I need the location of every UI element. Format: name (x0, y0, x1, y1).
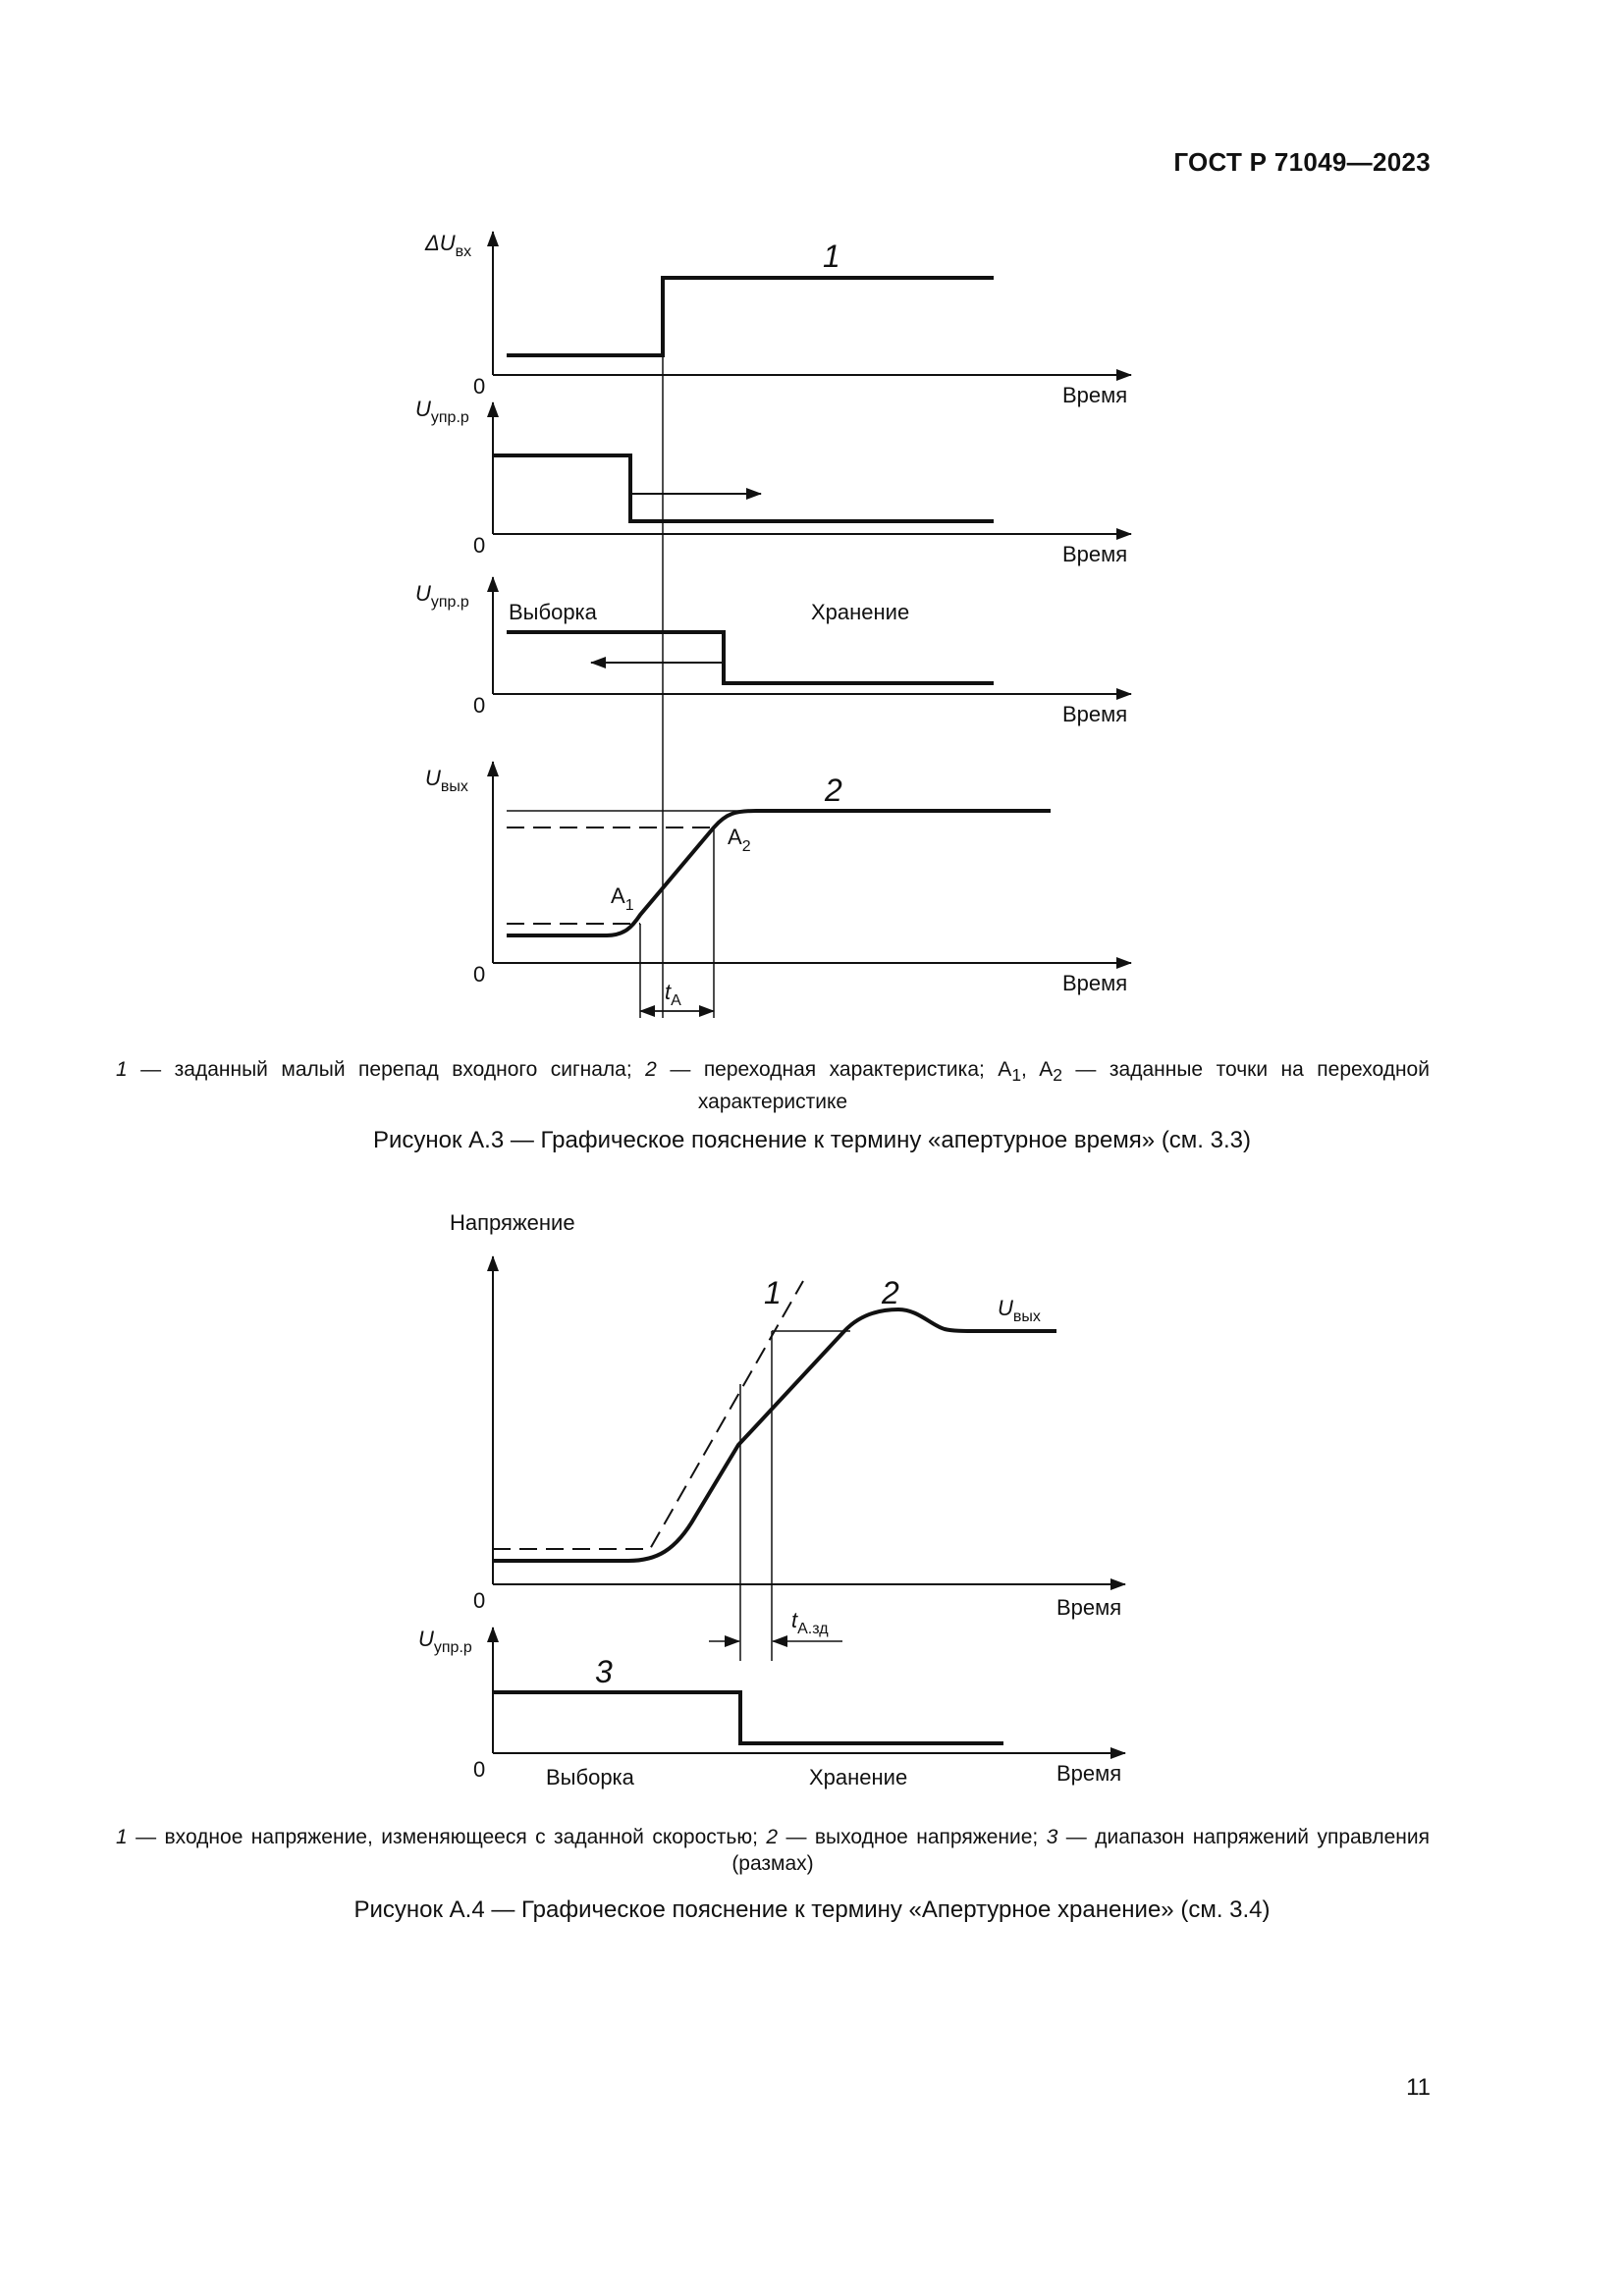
output-voltage-curve (493, 1309, 1056, 1561)
figure-a4-legend: 1 — входное напряжение, изменяющееся с заданной скоростью; 2 — выходное напряжение; 3 — диапазон напряжений управления (размах) (116, 1826, 1430, 1875)
curve-label-1: 1 (764, 1275, 782, 1310)
figure-a4-caption: Рисунок А.4 — Графическое пояснение к термину «Апертурное хранение» (см. 3.4) (353, 1896, 1271, 1923)
x-axis-label: Время (1062, 702, 1128, 726)
curve-label-2: 2 (882, 1275, 899, 1310)
control-step-curve (493, 455, 994, 521)
figure-a4 (418, 1210, 1125, 1789)
output-label: $U_{вых}$ (998, 1296, 1041, 1325)
x-axis-label: Время (1056, 1761, 1122, 1786)
input-ramp-dashed (493, 1281, 803, 1549)
y-axis-label: $U_{упр.р}$ (415, 397, 469, 426)
interval-label-ta: $t_A$ (665, 980, 681, 1009)
figure-a3 (415, 231, 1131, 1018)
x-axis-label: Время (1062, 542, 1128, 566)
y-axis-label: Напряжение (450, 1210, 575, 1235)
y-axis-label: $\Delta U_{вх}$ (425, 231, 472, 260)
origin-label: 0 (473, 374, 486, 399)
point-a2-label: $A_2$ (728, 825, 751, 855)
x-axis-label: Время (1062, 383, 1128, 407)
control-step-curve (493, 1692, 1003, 1743)
state-hold-label: Хранение (809, 1765, 908, 1789)
page-number: 11 (1406, 2074, 1431, 2101)
state-hold-label: Хранение (811, 600, 910, 624)
transition-curve (507, 811, 1051, 935)
a4-top-voltage (450, 1210, 1125, 1661)
a3-panel2-control (415, 397, 1131, 566)
point-a1-label: $A_1$ (611, 883, 634, 914)
y-axis-label: $U_{вых}$ (425, 766, 468, 795)
a3-panel4-output (425, 762, 1131, 1018)
a3-panel1-input-step (424, 231, 1131, 407)
figure-a3-caption: Рисунок А.3 — Графическое пояснение к термину «апертурное время» (см. 3.3) (372, 1127, 1251, 1153)
origin-label: 0 (473, 1757, 486, 1782)
origin-label: 0 (473, 962, 486, 987)
curve-label-3: 3 (595, 1654, 613, 1689)
y-axis-label: $U_{упр.р}$ (418, 1627, 472, 1656)
input-step-curve (507, 278, 994, 355)
x-axis-label: Время (1056, 1595, 1122, 1620)
state-sample-label: Выборка (546, 1765, 634, 1789)
curve-label-1: 1 (823, 239, 840, 274)
interval-label-tazd: $t_{А.зд}$ (791, 1608, 829, 1637)
a3-panel3-sample-hold (415, 577, 1131, 726)
x-axis-label: Время (1062, 971, 1128, 995)
origin-label: 0 (473, 1588, 486, 1613)
state-sample-label: Выборка (509, 600, 597, 624)
curve-label-2: 2 (825, 773, 842, 808)
origin-label: 0 (473, 693, 486, 718)
origin-label: 0 (473, 533, 486, 558)
document-id: ГОСТ Р 71049—2023 (1173, 147, 1431, 177)
sample-hold-curve (507, 632, 994, 683)
figure-a3-legend: 1 — заданный малый перепад входного сигнала; 2 — переходная характеристика; $A_1$, $A_2$ — заданные точки на переходной характеристике (116, 1058, 1430, 1114)
y-axis-label: $U_{упр.р}$ (415, 581, 469, 611)
